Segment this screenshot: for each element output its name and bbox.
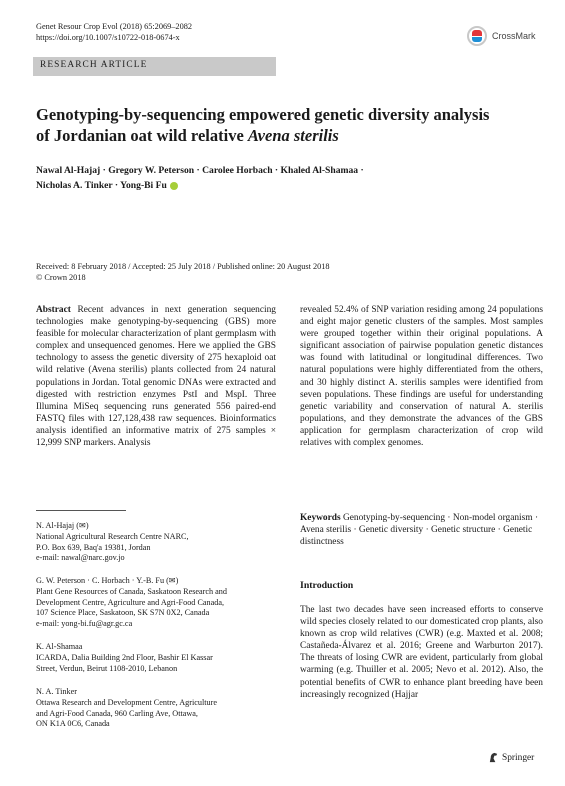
affiliation-block: K. Al-Shamaa ICARDA, Dalia Building 2nd Floor, Bashir El Kassar Street, Verdun, Beirut 1108-2010, Lebanon: [36, 642, 213, 673]
abstract-text-right: revealed 52.4% of SNP variation residing among 24 populations and eight major genetic clusters of the samples. Most samples were grouped together within their original populations. A significant association of pairwise population genetic distances was found with latitudinal or longitudinal differences. Two natural populations were highly differentiated from the others, and 30 highly distinct A. sterilis samples were identified from seven populations. These findings are useful for understanding genetic variability and conservation of natural A. sterilis populations, and they demonstrate the advances of the GBS application for germplasm characterization of crop wild relatives with complex genomes.: [300, 305, 543, 449]
copyright-line: © Crown 2018: [36, 273, 86, 282]
dates-line: Received: 8 February 2018 / Accepted: 25 July 2018 / Published online: 20 August 2018: [36, 262, 330, 271]
affiliation-block: G. W. Peterson · C. Horbach · Y.-B. Fu (✉) Plant Gene Resources of Canada, Saskatoon Research and Development Centre, Agriculture and Agri-Food Canada, 107 Science Place, Saskatoon, SK S7N 0X2, Canada e-mail: yong-bi.fu@agr.gc.ca: [36, 576, 227, 629]
authors-line-2: Nicholas A. Tinker · Yong-Bi Fu: [36, 180, 167, 191]
abstract-label: Abstract: [36, 305, 71, 315]
springer-horse-icon: [488, 752, 499, 763]
author-list: [36, 163, 516, 193]
crossmark-icon: [467, 26, 487, 46]
introduction-body: [300, 604, 543, 701]
abstract-text-left: Recent advances in next generation sequencing technologies make genotyping-by-sequencing (GBS) more feasible for molecular characterization of plant germplasm with complex and unsequenced genomes. Here we applied the GBS technology to assess the genetic diversity of 275 hexaploid oat wild relative (Avena sterilis) plants collected from 24 natural populations in Jordan. Total genomic DNAs were extracted and digested with restriction enzymes PstI and MspI. Three Illumina MiSeq sequencing runs generated 556 paired-end FASTQ files with 127,128,438 raw sequences. Bioinformatics analysis identified an informative matrix of 275 samples × 12,999 SNP markers. Analysis: [36, 305, 276, 449]
keywords-block: [300, 512, 543, 548]
introduction-heading: Introduction: [300, 580, 354, 591]
abstract-right-column: [300, 304, 543, 449]
abstract-left-column: [36, 304, 276, 449]
title-species: Avena sterilis: [247, 126, 339, 145]
keywords-label: Keywords: [300, 513, 341, 523]
crossmark-label: CrossMark: [492, 31, 536, 41]
springer-logo: [488, 752, 534, 763]
crossmark-badge[interactable]: [467, 24, 553, 48]
article-title: Genotyping-by-sequencing empowered genetic diversity analysis of Jordanian oat wild relative Avena sterilis: [36, 105, 490, 145]
keywords-text: Genotyping-by-sequencing · Non-model organism · Avena sterilis · Genetic diversity · Genetic structure · Genetic distinctness: [300, 513, 539, 548]
journal-line: Genet Resour Crop Evol (2018) 65:2069–2082: [36, 22, 193, 31]
authors-line-1: Nawal Al-Hajaj · Gregory W. Peterson · Carolee Horbach · Khaled Al-Shamaa ·: [36, 165, 364, 176]
affiliation-block: N. A. Tinker Ottawa Research and Development Centre, Agriculture and Agri-Food Canada, 960 Carling Ave, Ottawa, ON K1A 0C6, Canada: [36, 687, 217, 729]
orcid-icon[interactable]: [170, 182, 178, 190]
abstract-paragraph: [36, 304, 276, 449]
publication-dates: [36, 261, 330, 283]
springer-label: Springer: [502, 752, 535, 763]
article-type-label: RESEARCH ARTICLE: [40, 60, 148, 70]
journal-citation: [36, 21, 192, 43]
affiliation-block: N. Al-Hajaj (✉) National Agricultural Research Centre NARC, P.O. Box 639, Baq'a 19381, Jordan e-mail: nawal@narc.gov.jo: [36, 521, 189, 563]
doi-link[interactable]: https://doi.org/10.1007/s10722-018-0674-x: [36, 33, 180, 42]
introduction-text: The last two decades have seen increased efforts to conserve wild species closely related to our domesticated crop plants, also known as crop wild relatives (CWR) (e.g. Maxted et al. 2008; Castañeda-Álvarez et al. 2016; Greene and Warburton 2017). The threats of losing CWR are evident, particularly from global warming (e.g. Thuiller et al. 2005; Nevo et al. 2012). Also, the potential benefits of CWR to enhance plant breeding have been increasingly recognized (Hajjar: [300, 605, 543, 700]
affiliation-divider: [36, 510, 126, 511]
